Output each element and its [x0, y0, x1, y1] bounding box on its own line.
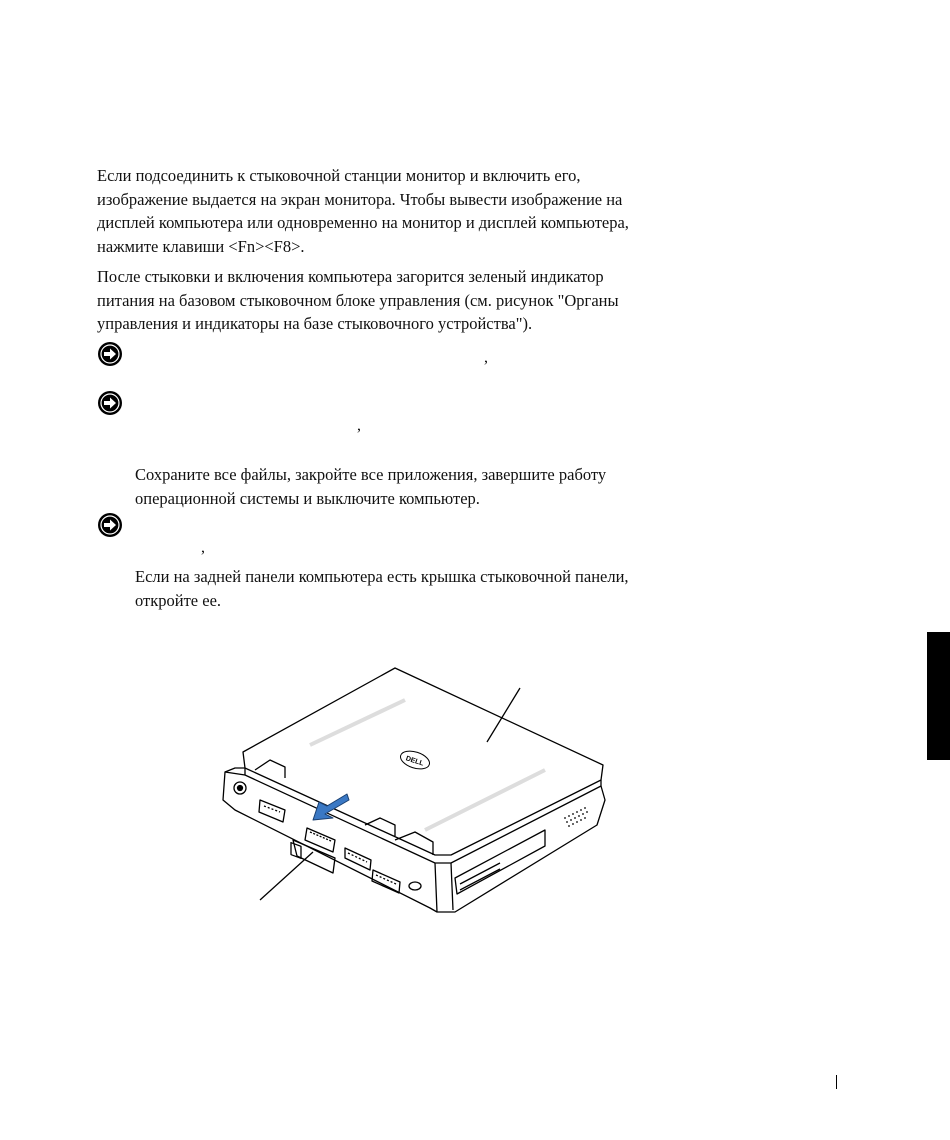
notice-icon: [97, 390, 123, 416]
step-open-cover: Если на задней панели компьютера есть крышка стыковочной панели, откройте ее.: [135, 567, 629, 610]
serial-port: [259, 800, 285, 822]
docking-connector: [305, 828, 335, 852]
intro-paragraph-monitor: Если подсоединить к стыковочной станции монитор и включить его, изображение выдается на экран монитора. Чтобы вывести изображение на дисплей компьютера или одновременно на монитор и дисплей компьютера, нажмите клавиши <Fn><F8>.: [97, 166, 629, 256]
notice-icon: [97, 512, 123, 538]
laptop-rear-illustration: [215, 660, 615, 920]
notice-comma: ,: [201, 539, 205, 556]
step-save-files: Сохраните все файлы, закройте все приложения, завершите работу операционной системы и выключите компьютер.: [135, 465, 607, 508]
notice-icon: [97, 341, 123, 367]
section-tab-marker: [927, 632, 950, 760]
notice-comma: ,: [357, 417, 361, 434]
dell-logo-text: DELL: [404, 755, 425, 768]
page-number-separator: [836, 1075, 837, 1089]
callout-line-door: [260, 852, 313, 900]
intro-paragraph-indicator: После стыковки и включения компьютера загорится зеленый индикатор питания на базовом стыковочном блоке управления (см. рисунок "Органы управления и индикаторы на базе стыковочного устройства").: [97, 267, 619, 333]
notice-comma: ,: [484, 349, 488, 366]
